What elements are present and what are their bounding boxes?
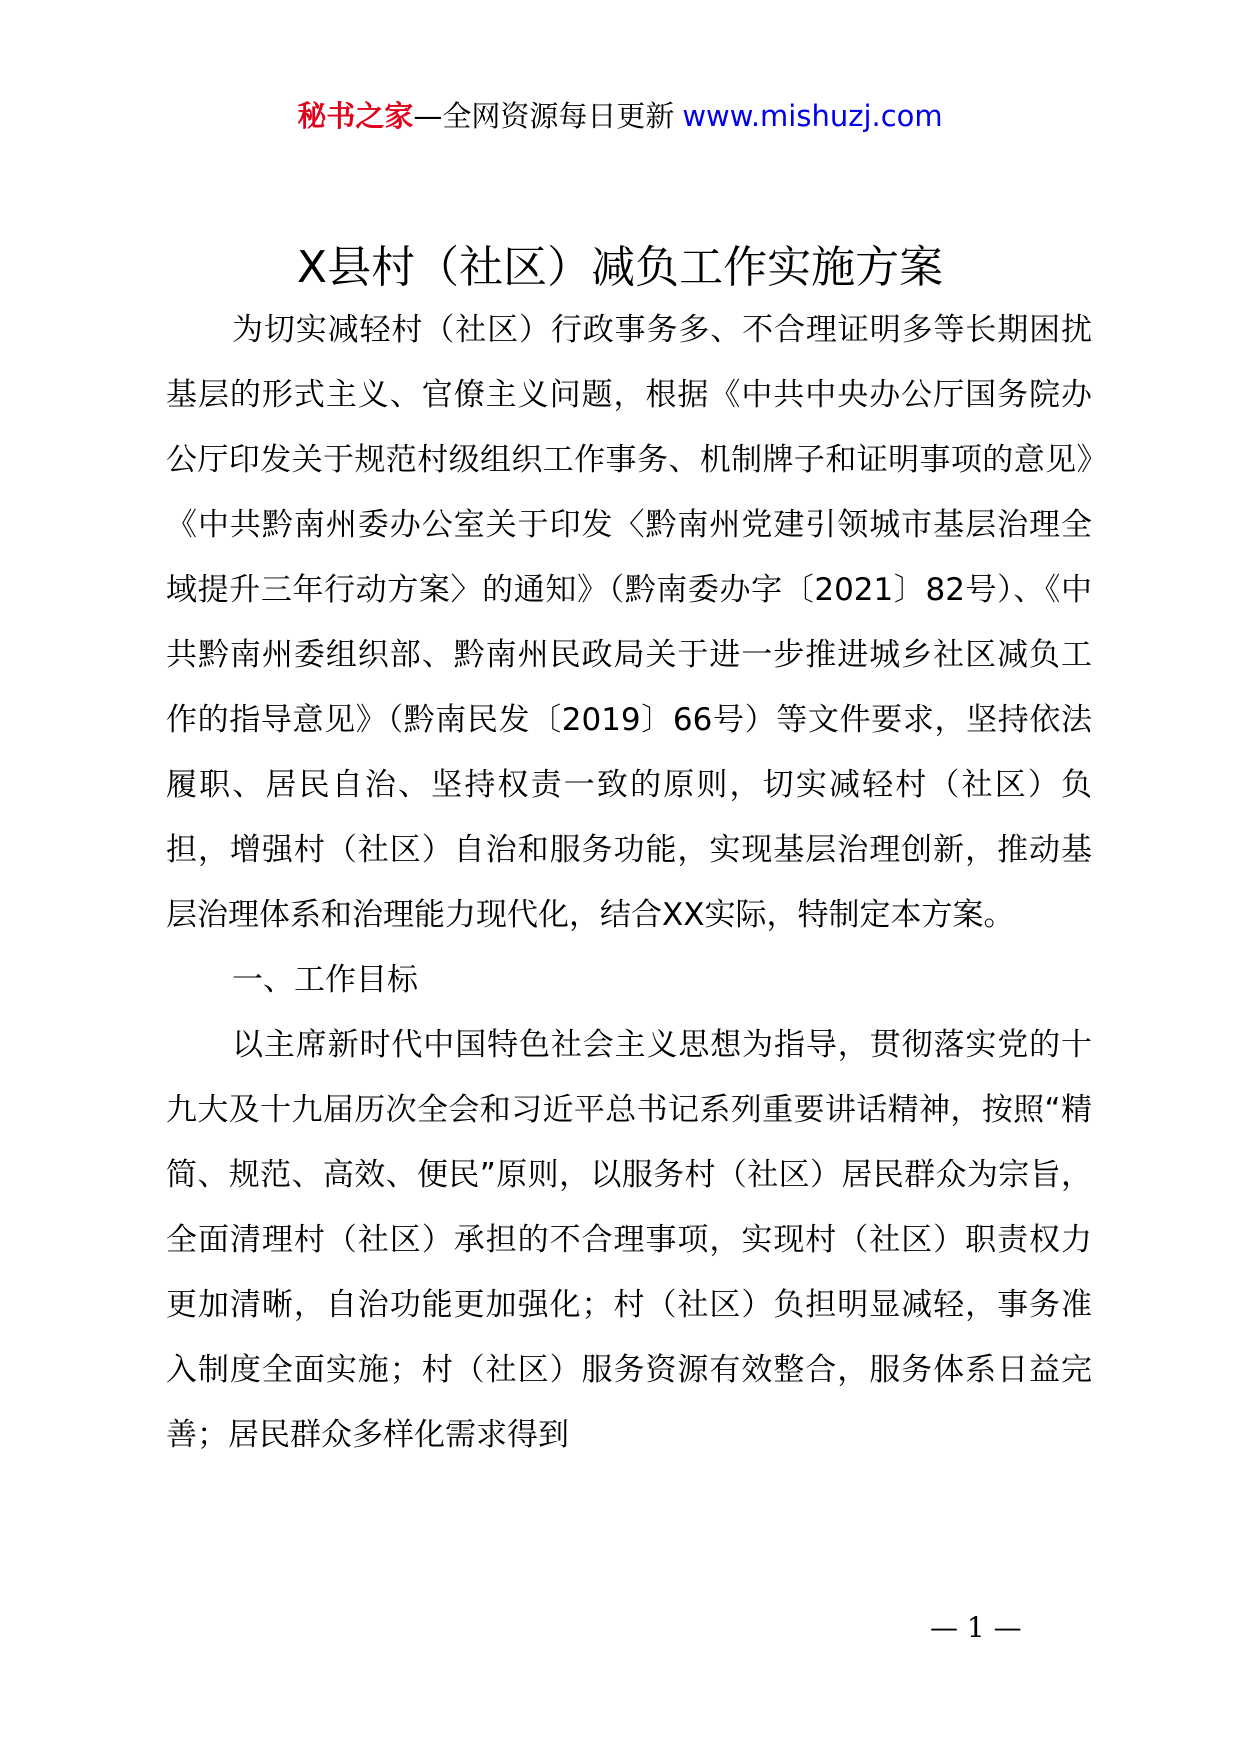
site-brand: 秘书之家 [297,99,414,133]
section-heading-goals: 一、工作目标 [232,962,418,998]
page-number: — 1 — [930,1611,1022,1644]
document-body [166,298,1092,1468]
site-url-link[interactable]: www.mishuzj.com [682,99,943,133]
goals-paragraph: 以主席新时代中国特色社会主义思想为指导，贯彻落实党的十九大及十九届历次全会和习近平总书记系列重要讲话精神，按照“精简、规范、高效、便民”原则，以服务村（社区）居民群众为宗旨，全面清理村（社区）承担的不合理事项，实现村（社区）职责权力更加清晰，自治功能更加强化；村（社区）负担明显减轻，事务准入制度全面实施；村（社区）服务资源有效整合，服务体系日益完善；居民群众多样化需求得到 [166,1027,1092,1453]
document-title: X县村（社区）减负工作实施方案 [296,242,944,293]
site-slogan: —全网资源每日更新 [413,99,675,133]
intro-paragraph: 为切实减轻村（社区）行政事务多、不合理证明多等长期困扰基层的形式主义、官僚主义问题，根据《中共中央办公厅国务院办公厅印发关于规范村级组织工作事务、机制牌子和证明事项的意见》《中共黔南州委办公室关于印发〈黔南州党建引领城市基层治理全域提升三年行动方案〉的通知》（黔南委办字〔2021〕82号）、《中共黔南州委组织部、黔南州民政局关于进一步推进城乡社区减负工作的指导意见》（黔南民发〔2019〕66号）等文件要求，坚持依法履职、居民自治、坚持权责一致的原则，切实减轻村（社区）负担，增强村（社区）自治和服务功能，实现基层治理创新，推动基层治理体系和治理能力现代化，结合XX实际，特制定本方案。 [166,312,1092,933]
site-header [0,96,1240,136]
